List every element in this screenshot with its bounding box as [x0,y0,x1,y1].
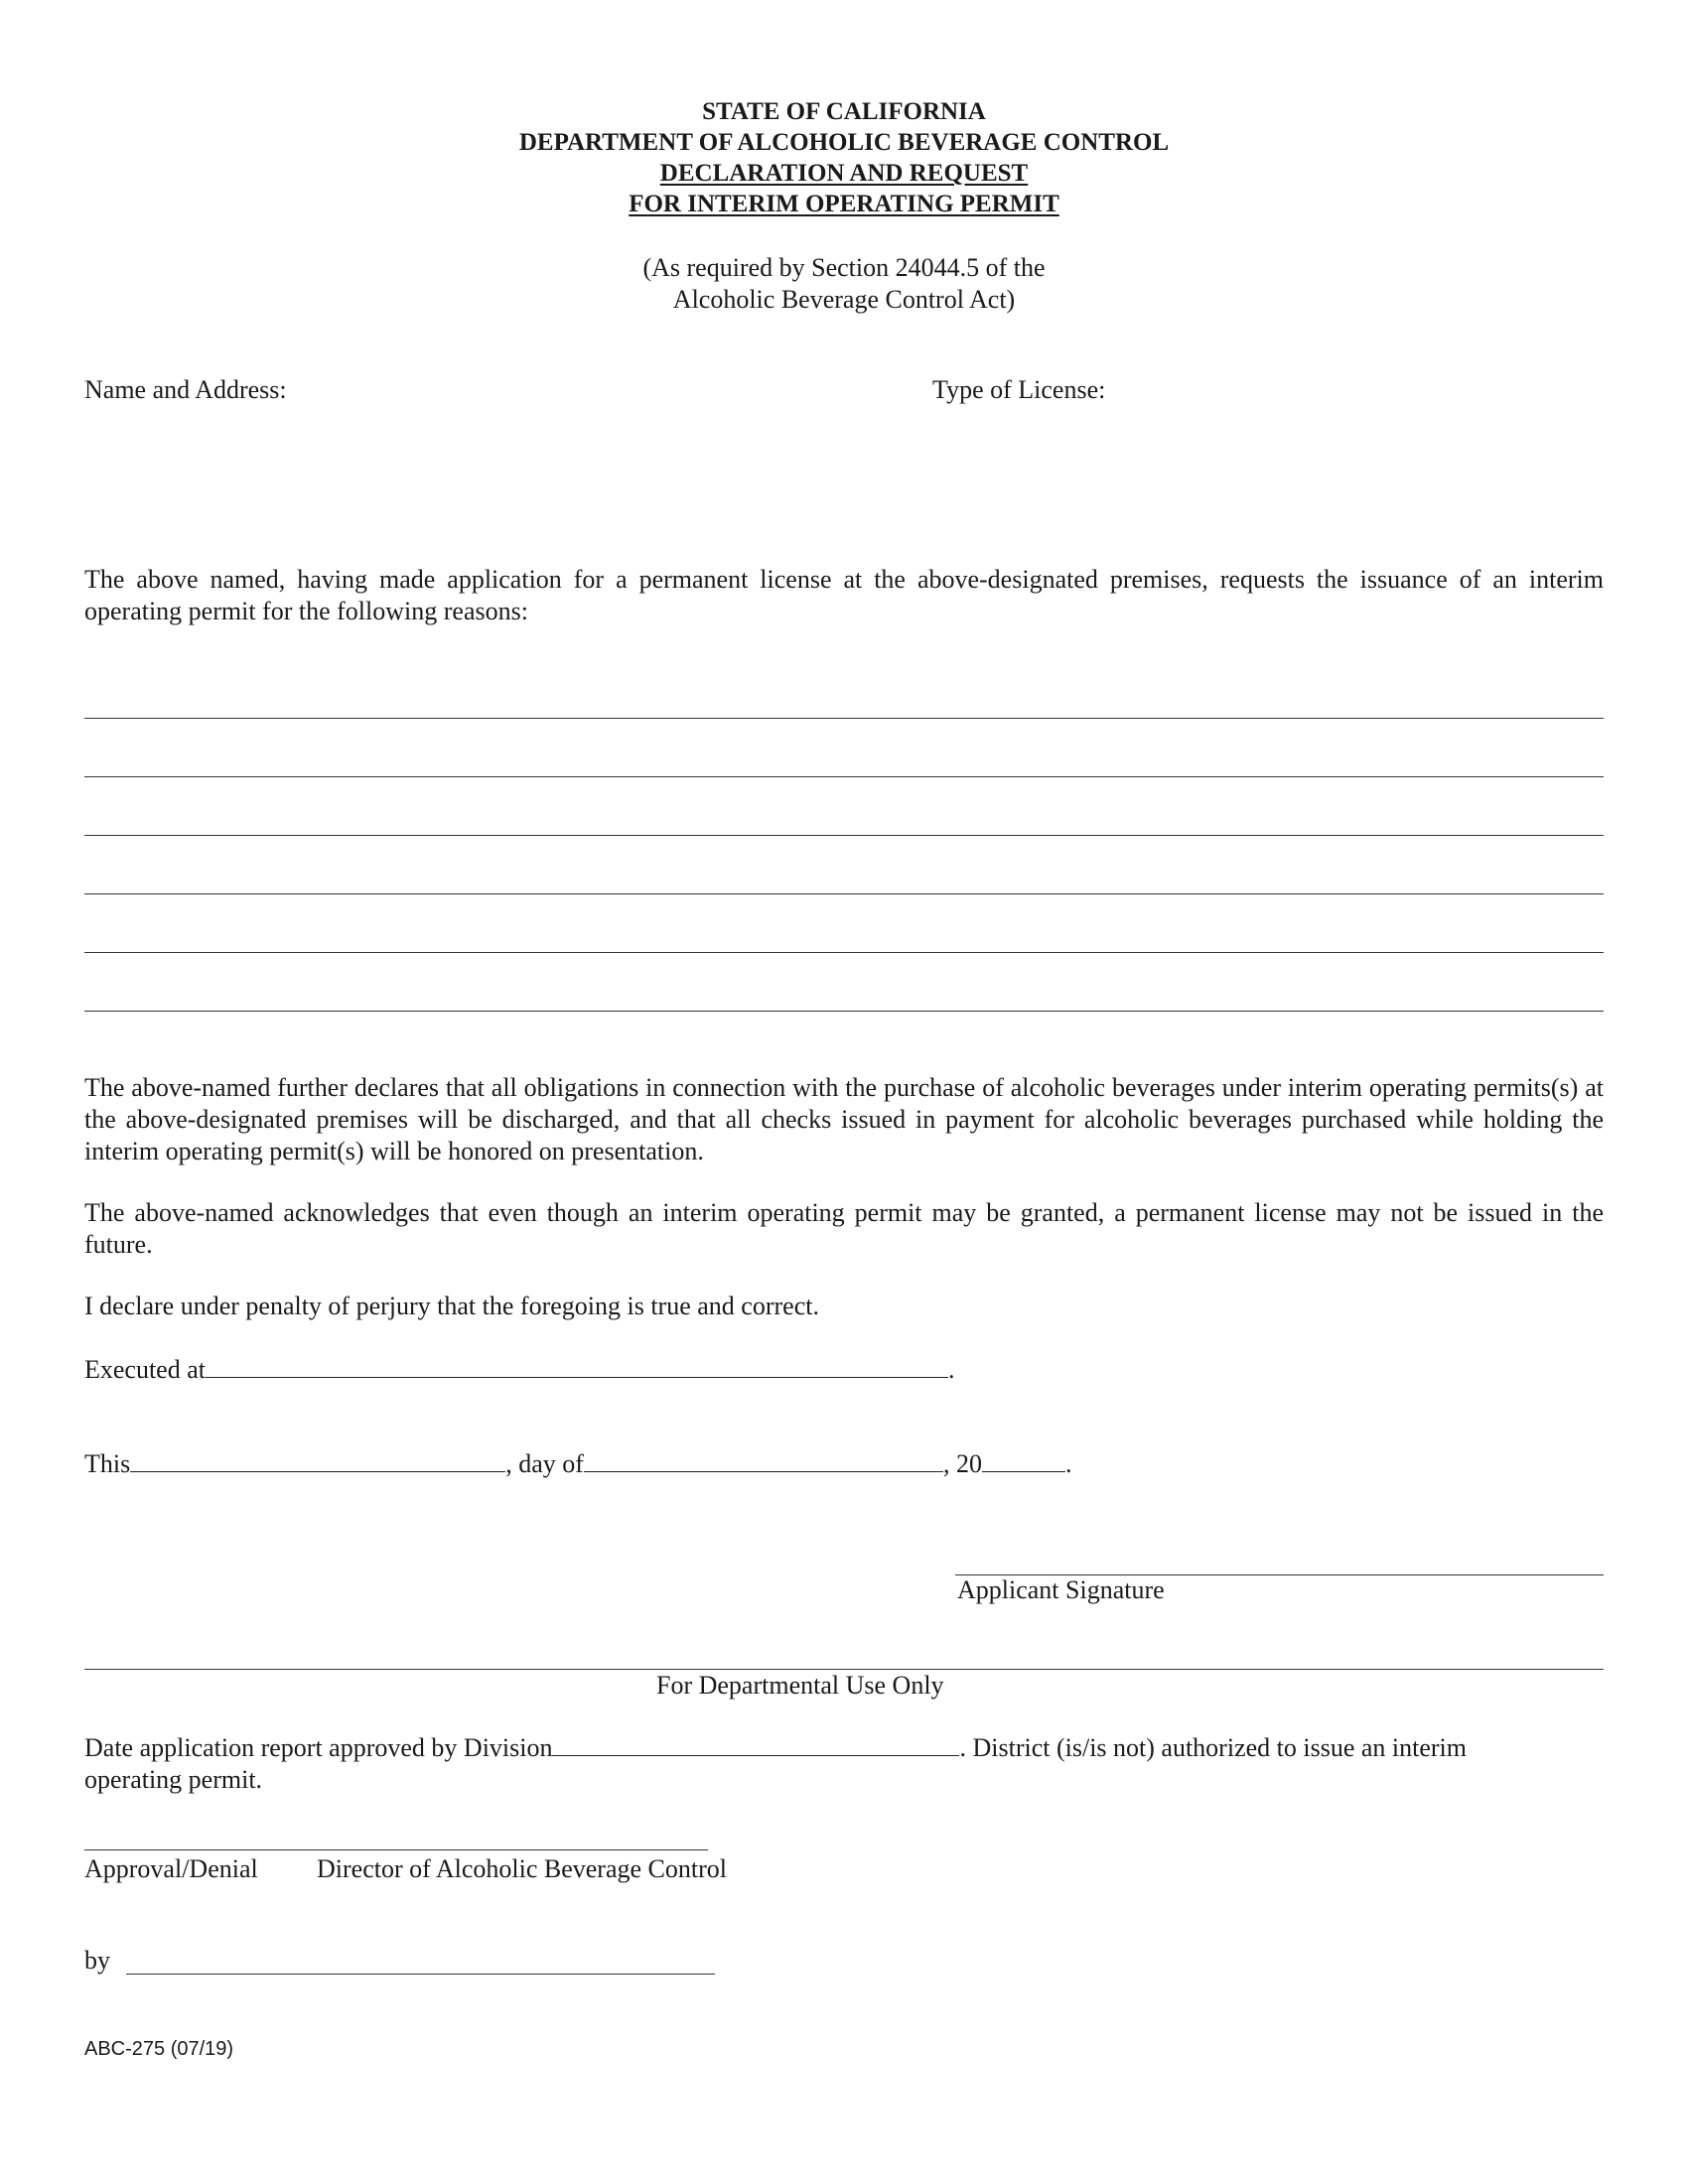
month-field[interactable] [584,1447,943,1472]
department-line: DEPARTMENT OF ALCOHOLIC BEVERAGE CONTROL [518,129,1170,156]
form-title-line1: DECLARATION AND REQUEST [659,160,1029,187]
executed-at-label: Executed at [84,1355,206,1384]
executed-at-row [84,1353,955,1385]
form-number: ABC-275 (07/19) [84,2038,234,2060]
request-paragraph: The above named, having made application for a permanent license at the above-designated premises, requests the issuance of an interim operating permit for the following reasons: [84,565,1604,625]
statute-line1: (As required by Section 24044.5 of the [642,253,1046,282]
district-text: . District (is/is not) authorized to issue an interim [959,1733,1468,1762]
departmental-divider [84,1669,1604,1670]
name-address-label: Name and Address: [84,375,287,404]
reason-line[interactable] [84,776,1604,777]
declaration-paragraph: The above-named further declares that all obligations in connection with the purchase of alcoholic beverages under interim operating permits(s) at the above-designated premises will be discharged, and that all checks issued in payment for alcoholic beverages purchased while holding the interim operating permit(s) will be honored on presentation. [84,1073,1604,1165]
year-label: , 20 [942,1449,982,1478]
acknowledge-paragraph: The above-named acknowledges that even though an interim operating permit may be granted, a permanent license may not be issued in the future. [84,1198,1604,1259]
reason-line[interactable] [84,893,1604,894]
signature-label: Applicant Signature [957,1575,1165,1604]
reason-line[interactable] [84,718,1604,719]
date-end: . [1064,1449,1072,1478]
by-label: by [84,1946,110,1975]
by-signature-line[interactable] [126,1974,715,1975]
day-of-label: , day of [505,1449,584,1478]
this-label: This [84,1449,131,1478]
reason-line[interactable] [84,835,1604,836]
form-title-line2: FOR INTERIM OPERATING PERMIT [629,191,1059,217]
district-continuation: operating permit. [84,1765,263,1794]
executed-at-end: . [948,1355,955,1384]
statute-reference [0,252,1688,316]
license-type-label: Type of License: [932,375,1106,404]
perjury-statement: I declare under penalty of perjury that the foregoing is true and correct. [84,1292,819,1320]
form-header [0,96,1688,219]
reason-line[interactable] [84,952,1604,953]
day-field[interactable] [130,1447,505,1472]
approval-denial-label: Approval/Denial [84,1854,258,1883]
executed-at-field[interactable] [206,1353,948,1378]
year-field[interactable] [982,1447,1065,1472]
approval-line[interactable] [84,1849,708,1850]
date-approved-label: Date application report approved by Division [84,1733,553,1762]
statute-line2: Alcoholic Beverage Control Act) [672,285,1016,314]
date-approved-field[interactable] [552,1731,959,1756]
departmental-heading: For Departmental Use Only [656,1671,944,1700]
date-row [84,1447,1071,1479]
director-label: Director of Alcoholic Beverage Control [317,1854,727,1883]
reason-line[interactable] [84,1011,1604,1012]
state-line: STATE OF CALIFORNIA [702,98,986,125]
division-approval-text [84,1731,1604,1796]
